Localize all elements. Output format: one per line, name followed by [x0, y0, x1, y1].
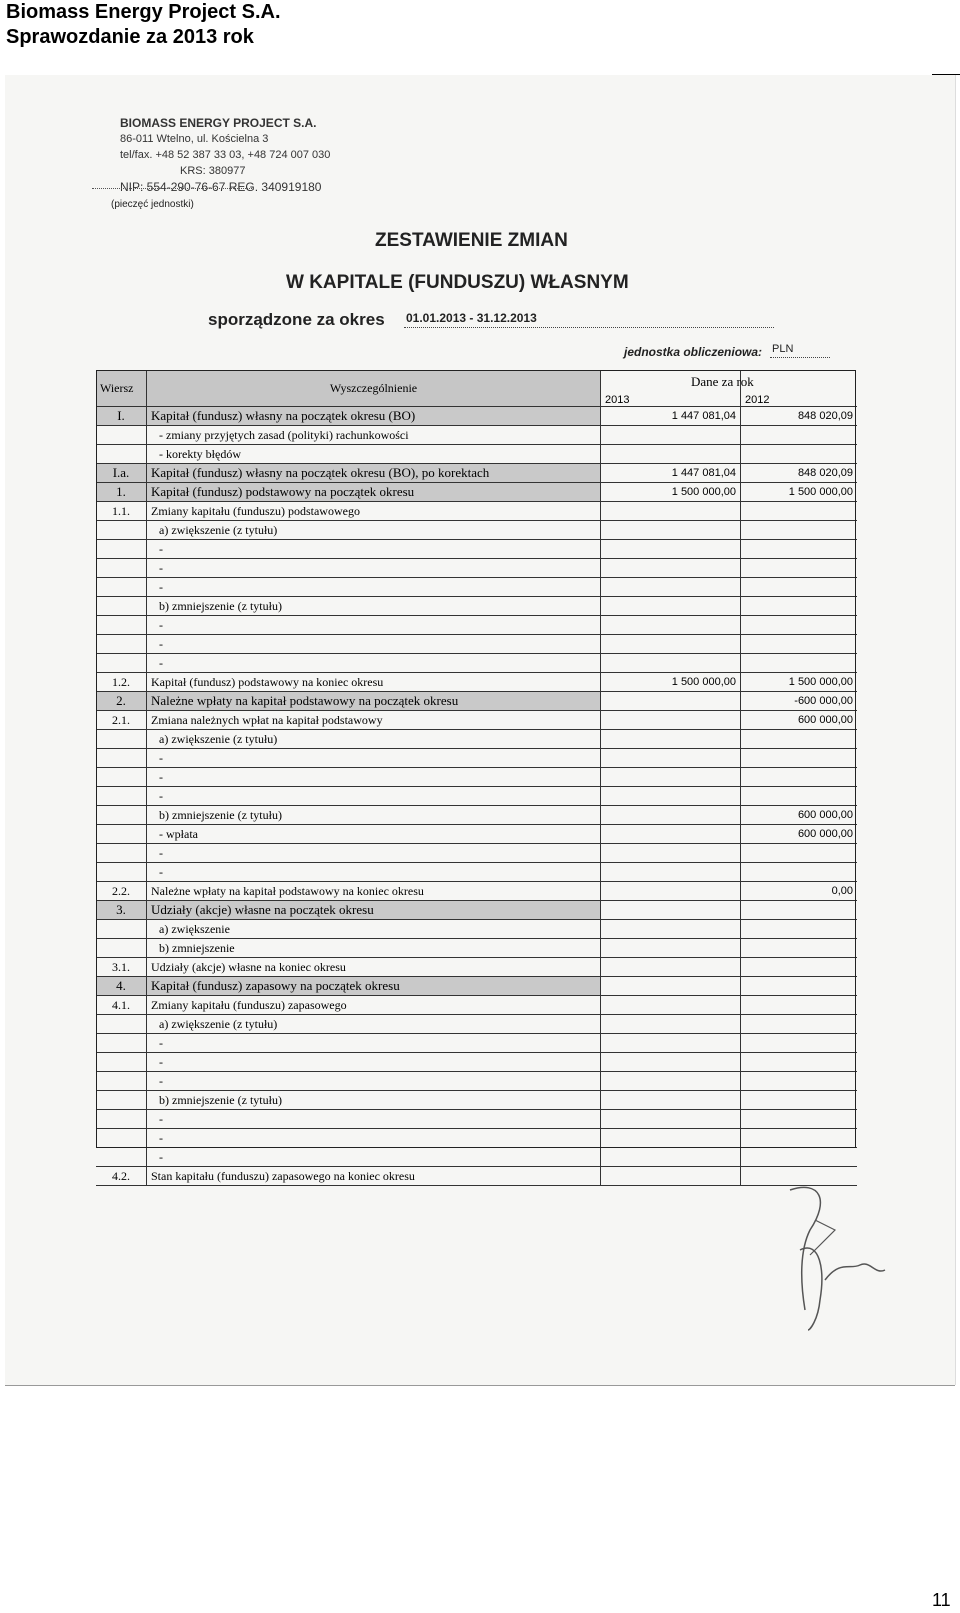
- col-header-dane: Dane za rok: [691, 374, 754, 389]
- row-value-2013: [601, 882, 741, 901]
- row-value-2012: [741, 1034, 858, 1053]
- row-number: [96, 597, 147, 616]
- table-row: [96, 1129, 857, 1148]
- table-row: [96, 920, 857, 939]
- page-number: 11: [932, 1590, 951, 1610]
- row-number: [96, 1034, 147, 1053]
- table-row: [96, 673, 857, 692]
- row-value-2013: 1 447 081,04: [601, 407, 741, 426]
- table-row: [96, 1167, 857, 1186]
- row-description: Zmiany kapitału (funduszu) zapasowego: [147, 996, 601, 1015]
- row-number: [96, 939, 147, 958]
- row-number: [96, 540, 147, 559]
- table-row: [96, 787, 857, 806]
- table-row: [96, 711, 857, 730]
- row-value-2013: [601, 654, 741, 673]
- row-description: b) zmniejszenie (z tytułu): [147, 597, 601, 616]
- row-description: Kapitał (fundusz) podstawowy na koniec okresu: [147, 673, 601, 692]
- row-value-2012: [741, 749, 858, 768]
- row-value-2012: [741, 730, 858, 749]
- row-value-2012: [741, 1015, 858, 1034]
- row-value-2012: [741, 1129, 858, 1148]
- row-number: [96, 1148, 147, 1167]
- row-value-2013: [601, 635, 741, 654]
- row-number: 2.: [96, 692, 147, 711]
- row-value-2013: [601, 1015, 741, 1034]
- row-number: [96, 920, 147, 939]
- row-description: -: [147, 1053, 601, 1072]
- row-value-2013: [601, 920, 741, 939]
- row-value-2012: 1 500 000,00: [741, 673, 858, 692]
- row-number: [96, 844, 147, 863]
- row-value-2013: [601, 825, 741, 844]
- row-value-2012: [741, 559, 858, 578]
- row-value-2013: [601, 616, 741, 635]
- row-number: [96, 749, 147, 768]
- row-number: [96, 1091, 147, 1110]
- table-row: [96, 502, 857, 521]
- row-description: -: [147, 578, 601, 597]
- row-value-2013: [601, 540, 741, 559]
- row-value-2013: [601, 844, 741, 863]
- table-row: [96, 540, 857, 559]
- row-number: I.a.: [96, 464, 147, 483]
- col-header-2013: 2013: [601, 370, 741, 407]
- row-description: - zmiany przyjętych zasad (polityki) rachunkowości: [147, 426, 601, 445]
- row-value-2012: [741, 920, 858, 939]
- row-value-2013: [601, 578, 741, 597]
- table-row: [96, 996, 857, 1015]
- row-number: [96, 1015, 147, 1034]
- row-description: Należne wpłaty na kapitał podstawowy na początek okresu: [147, 692, 601, 711]
- row-value-2013: 1 500 000,00: [601, 483, 741, 502]
- row-value-2012: [741, 616, 858, 635]
- row-description: -: [147, 749, 601, 768]
- row-number: [96, 635, 147, 654]
- row-number: [96, 863, 147, 882]
- stamp-address: 86-011 Wtelno, ul. Kościelna 3: [120, 133, 269, 145]
- row-number: [96, 616, 147, 635]
- row-number: I.: [96, 407, 147, 426]
- table-row: [96, 825, 857, 844]
- col-header-desc: Wyszczególnienie: [147, 370, 601, 407]
- row-value-2012: [741, 1053, 858, 1072]
- row-number: [96, 654, 147, 673]
- unit-dotted-line: [770, 357, 830, 358]
- row-value-2013: [601, 730, 741, 749]
- row-value-2013: [601, 787, 741, 806]
- row-description: Kapitał (fundusz) podstawowy na początek okresu: [147, 483, 601, 502]
- row-value-2012: [741, 445, 858, 464]
- row-description: -: [147, 654, 601, 673]
- stamp-name: BIOMASS ENERGY PROJECT S.A.: [120, 116, 317, 130]
- row-value-2012: [741, 863, 858, 882]
- row-value-2013: [601, 1110, 741, 1129]
- row-description: -: [147, 863, 601, 882]
- row-description: Zmiany kapitału (funduszu) podstawowego: [147, 502, 601, 521]
- row-description: Udziały (akcje) własne na koniec okresu: [147, 958, 601, 977]
- row-number: [96, 768, 147, 787]
- row-number: [96, 1053, 147, 1072]
- scan-bottom-edge: [5, 1385, 955, 1386]
- table-row: [96, 1091, 857, 1110]
- row-value-2013: [601, 1167, 741, 1186]
- row-number: [96, 787, 147, 806]
- row-description: -: [147, 844, 601, 863]
- row-value-2012: [741, 958, 858, 977]
- table-row: [96, 426, 857, 445]
- table-row: [96, 901, 857, 920]
- document-header: [6, 0, 281, 50]
- equity-changes-table: [96, 370, 857, 1186]
- row-value-2012: [741, 1110, 858, 1129]
- col-header-2012: 2012: [741, 370, 858, 407]
- row-description: b) zmniejszenie (z tytułu): [147, 806, 601, 825]
- table-row: [96, 654, 857, 673]
- row-number: [96, 426, 147, 445]
- row-number: 1.2.: [96, 673, 147, 692]
- row-number: 4.: [96, 977, 147, 996]
- stamp-nip: NIP: 554-290-76-67 REG. 340919180: [120, 180, 322, 194]
- statement-title: ZESTAWIENIE ZMIAN: [375, 230, 568, 251]
- row-number: [96, 559, 147, 578]
- stamp-caption: (pieczęć jednostki): [111, 199, 194, 210]
- table-row: [96, 692, 857, 711]
- row-value-2013: [601, 901, 741, 920]
- row-description: -: [147, 540, 601, 559]
- table-row: [96, 768, 857, 787]
- row-value-2013: [601, 711, 741, 730]
- row-value-2012: [741, 1072, 858, 1091]
- unit-label: jednostka obliczeniowa:: [624, 345, 763, 359]
- row-description: a) zwiększenie (z tytułu): [147, 730, 601, 749]
- row-number: [96, 521, 147, 540]
- row-value-2013: [601, 1129, 741, 1148]
- row-description: -: [147, 768, 601, 787]
- row-value-2013: [601, 806, 741, 825]
- row-value-2013: [601, 502, 741, 521]
- statement-subtitle: W KAPITALE (FUNDUSZU) WŁASNYM: [286, 272, 629, 293]
- table-row: [96, 559, 857, 578]
- row-value-2013: [601, 597, 741, 616]
- row-description: b) zmniejszenie: [147, 939, 601, 958]
- table-row: [96, 939, 857, 958]
- row-value-2013: [601, 559, 741, 578]
- row-description: -: [147, 635, 601, 654]
- row-value-2012: 1 500 000,00: [741, 483, 858, 502]
- table-row: [96, 1072, 857, 1091]
- row-number: [96, 1110, 147, 1129]
- row-value-2012: 600 000,00: [741, 825, 858, 844]
- row-value-2012: [741, 426, 858, 445]
- handwritten-signature: [780, 1180, 900, 1340]
- row-description: a) zwiększenie: [147, 920, 601, 939]
- table-row: [96, 1110, 857, 1129]
- row-value-2012: 0,00: [741, 882, 858, 901]
- row-number: [96, 445, 147, 464]
- row-value-2013: [601, 939, 741, 958]
- row-value-2012: [741, 578, 858, 597]
- table-row: [96, 863, 857, 882]
- row-value-2012: [741, 977, 858, 996]
- table-row: [96, 578, 857, 597]
- company-stamp: [120, 115, 330, 195]
- row-description: Kapitał (fundusz) zapasowy na początek okresu: [147, 977, 601, 996]
- row-description: - korekty błędów: [147, 445, 601, 464]
- stamp-krs: KRS: 380977: [180, 165, 246, 177]
- table-row: [96, 958, 857, 977]
- row-number: [96, 806, 147, 825]
- row-value-2013: [601, 977, 741, 996]
- table-row: [96, 521, 857, 540]
- row-value-2013: [601, 692, 741, 711]
- table-row: [96, 806, 857, 825]
- table-row: [96, 1148, 857, 1167]
- row-number: [96, 578, 147, 597]
- row-value-2012: [741, 901, 858, 920]
- row-value-2012: 600 000,00: [741, 806, 858, 825]
- row-number: 4.2.: [96, 1167, 147, 1186]
- row-value-2012: [741, 1091, 858, 1110]
- row-description: Zmiana należnych wpłat na kapitał podstawowy: [147, 711, 601, 730]
- table-row: [96, 1053, 857, 1072]
- row-value-2012: [741, 502, 858, 521]
- table-row: [96, 882, 857, 901]
- table-row: [96, 616, 857, 635]
- row-value-2012: [741, 844, 858, 863]
- row-description: Należne wpłaty na kapitał podstawowy na koniec okresu: [147, 882, 601, 901]
- table-row: [96, 977, 857, 996]
- table-row: [96, 407, 857, 426]
- row-number: 2.2.: [96, 882, 147, 901]
- table-row: [96, 464, 857, 483]
- row-description: -: [147, 616, 601, 635]
- row-number: 4.1.: [96, 996, 147, 1015]
- row-value-2012: [741, 1148, 858, 1167]
- row-description: -: [147, 559, 601, 578]
- row-number: 2.1.: [96, 711, 147, 730]
- col-header-wiersz: Wiersz: [96, 370, 147, 407]
- row-value-2013: [601, 426, 741, 445]
- table-row: [96, 635, 857, 654]
- row-number: 3.1.: [96, 958, 147, 977]
- row-value-2012: [741, 996, 858, 1015]
- row-number: 1.1.: [96, 502, 147, 521]
- table-row: [96, 483, 857, 502]
- row-value-2013: [601, 1148, 741, 1167]
- header-company: Biomass Energy Project S.A.: [6, 1, 281, 23]
- period-value: 01.01.2013 - 31.12.2013: [406, 311, 537, 325]
- row-value-2012: 848 020,09: [741, 464, 858, 483]
- row-value-2013: [601, 1053, 741, 1072]
- row-number: 3.: [96, 901, 147, 920]
- row-value-2012: [741, 597, 858, 616]
- row-value-2012: 848 020,09: [741, 407, 858, 426]
- row-description: b) zmniejszenie (z tytułu): [147, 1091, 601, 1110]
- row-value-2013: [601, 521, 741, 540]
- table-row: [96, 597, 857, 616]
- row-description: -: [147, 1110, 601, 1129]
- unit-value: PLN: [772, 343, 794, 355]
- row-value-2012: -600 000,00: [741, 692, 858, 711]
- row-description: -: [147, 1072, 601, 1091]
- period-label: sporządzone za okres: [208, 310, 385, 329]
- table-row: [96, 730, 857, 749]
- row-value-2013: 1 447 081,04: [601, 464, 741, 483]
- row-value-2012: [741, 635, 858, 654]
- row-value-2013: [601, 445, 741, 464]
- row-number: [96, 730, 147, 749]
- row-value-2013: [601, 1034, 741, 1053]
- table-row: [96, 1034, 857, 1053]
- row-description: -: [147, 1148, 601, 1167]
- row-value-2013: [601, 1091, 741, 1110]
- row-value-2012: [741, 540, 858, 559]
- header-report-title: Sprawozdanie za 2013 rok: [6, 26, 254, 48]
- row-value-2013: [601, 996, 741, 1015]
- row-description: -: [147, 1129, 601, 1148]
- row-value-2012: [741, 768, 858, 787]
- row-number: 1.: [96, 483, 147, 502]
- row-value-2013: [601, 863, 741, 882]
- stamp-dotted-line: [92, 188, 254, 189]
- row-value-2013: [601, 958, 741, 977]
- row-value-2012: [741, 787, 858, 806]
- row-number: [96, 1129, 147, 1148]
- row-value-2012: 600 000,00: [741, 711, 858, 730]
- row-value-2013: [601, 1072, 741, 1091]
- row-description: Kapitał (fundusz) własny na początek okresu (BO): [147, 407, 601, 426]
- row-number: [96, 825, 147, 844]
- row-number: [96, 1072, 147, 1091]
- row-description: -: [147, 787, 601, 806]
- period-dotted-line: [404, 327, 774, 328]
- row-description: Stan kapitału (funduszu) zapasowego na koniec okresu: [147, 1167, 601, 1186]
- row-value-2013: [601, 768, 741, 787]
- table-row: [96, 749, 857, 768]
- row-value-2013: [601, 749, 741, 768]
- row-value-2012: [741, 654, 858, 673]
- row-description: - wpłata: [147, 825, 601, 844]
- table-row: [96, 844, 857, 863]
- row-description: Udziały (akcje) własne na początek okresu: [147, 901, 601, 920]
- table-row: [96, 445, 857, 464]
- row-value-2012: [741, 521, 858, 540]
- row-description: Kapitał (fundusz) własny na początek okresu (BO), po korektach: [147, 464, 601, 483]
- table-row: [96, 1015, 857, 1034]
- row-value-2013: 1 500 000,00: [601, 673, 741, 692]
- row-description: a) zwiększenie (z tytułu): [147, 521, 601, 540]
- row-description: a) zwiększenie (z tytułu): [147, 1015, 601, 1034]
- stamp-phone: tel/fax. +48 52 387 33 03, +48 724 007 030: [120, 149, 331, 161]
- row-description: -: [147, 1034, 601, 1053]
- row-value-2012: [741, 939, 858, 958]
